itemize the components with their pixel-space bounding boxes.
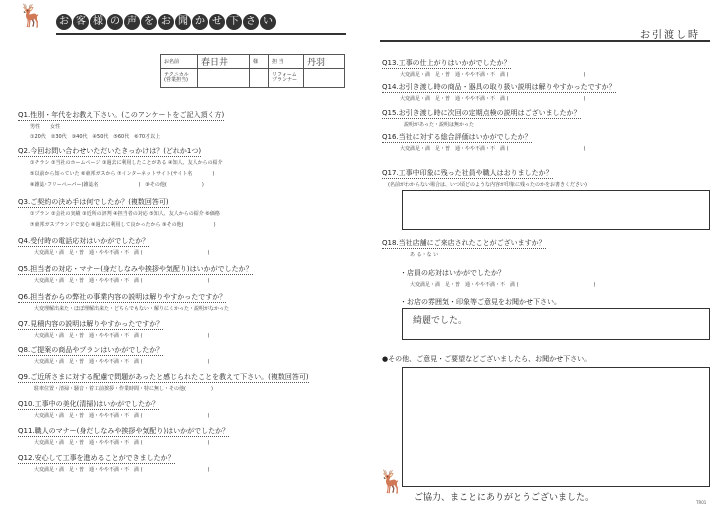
question-options[interactable]: 大変満足・満 足・普 通・やや不満・不 満 ( ) — [34, 359, 210, 365]
question-options[interactable]: ⑦東邦ガスブランドで安心 ⑧過去に利用して良かったから ⑨その他( ) — [30, 222, 216, 228]
info-label: テクニカル (営業担当) — [161, 69, 198, 88]
title-char: 客 — [73, 14, 89, 30]
form-code: TR01 — [696, 500, 707, 505]
q17-answer-box[interactable] — [402, 190, 710, 230]
other-comments-label: ●その他、ご意見・ご要望などございましたら、お聞かせ下さい。 — [382, 355, 592, 363]
question-options[interactable]: あ る・な い — [410, 252, 439, 258]
store-impression-box[interactable] — [402, 308, 710, 340]
other-comments-box[interactable] — [402, 367, 710, 487]
question-options[interactable]: 説明があった・説明は無かった — [404, 122, 474, 128]
info-label: お名前 — [161, 55, 198, 69]
title-underline — [56, 33, 346, 35]
question-options[interactable]: 駐車位置・清掃・騒音・着工前挨拶・作業時間・特に無し・その他( ) — [34, 386, 213, 392]
page-title — [56, 14, 276, 34]
question-note: (名前がわからない場合は、いつ頃どのような内容が印象に残ったのかをお書きください) — [388, 182, 587, 188]
question-options[interactable]: 大変満足・満 足・普 通・やや不満・不 満 ( ) — [34, 333, 210, 339]
staff-name[interactable]: 丹羽 — [304, 55, 345, 69]
info-label: リフォーム プランナー — [269, 69, 304, 88]
title-char: せ — [209, 14, 225, 30]
info-value[interactable] — [304, 69, 345, 88]
question-label: Q12.安心して工事を進めることができましたか？ — [18, 454, 175, 462]
question-label: Q8.ご提案の商品やプランはいかがでしたか？ — [18, 346, 164, 354]
question-options[interactable]: ⑤以前から知っていた ⑥東邦ガスから ⑦インターネットサイト(サイト名 ) — [30, 171, 215, 177]
customer-name[interactable]: 春日井 — [198, 55, 250, 69]
question-options[interactable]: ①チラシ ②当社のホームページ ③過去に利用したことがある ④知人、友人からの紹介 — [30, 160, 223, 166]
question-options[interactable]: 大変満足・満 足・普 通・やや不満・不 満 ( ) — [400, 96, 586, 102]
title-char: 下 — [226, 14, 242, 30]
info-suffix: 様 — [250, 55, 269, 69]
question-options[interactable]: 大変満足・満 足・普 通・やや不満・不 満 ( ) — [410, 282, 596, 288]
title-char: 様 — [90, 14, 106, 30]
question-options[interactable]: 大変満足・満 足・普 通・やや不満・不 満 ( ) — [400, 146, 586, 152]
info-value — [250, 69, 269, 88]
question-options[interactable]: ⑧雑誌･フリーペーパー(雑誌名 ) ⑨その他( ) — [30, 182, 204, 188]
right-page-title: お引渡し時 — [640, 30, 700, 41]
question-options[interactable]: ①20代 ②30代 ③40代 ④50代 ⑤60代 ⑥70才以上 — [30, 134, 161, 140]
info-label: 担 当 — [269, 55, 304, 69]
title-char: 声 — [124, 14, 140, 30]
question-options[interactable]: 大変満足・満 足・普 通・やや不満・不 満 ( ) — [34, 413, 210, 419]
question-label: Q14.お引き渡し時の商品・器具の取り扱い説明は解りやすかったですか？ — [382, 83, 616, 91]
title-char: お — [56, 14, 72, 30]
info-table — [160, 54, 345, 88]
deer-logo-icon: 🦌 — [378, 470, 406, 495]
title-char: さ — [243, 14, 259, 30]
title-char: い — [260, 14, 276, 30]
title-char: か — [192, 14, 208, 30]
info-value[interactable] — [198, 69, 250, 88]
title-char: を — [141, 14, 157, 30]
question-options[interactable]: 大変満足・満 足・普 通・やや不満・不 満 ( ) — [400, 72, 586, 78]
question-label: Q4.受付時の電話応対はいかがでしたか？ — [18, 237, 150, 245]
question-label: Q11.職人のマナー(身だしなみや挨拶や気配り)はいかがでしたか？ — [18, 427, 230, 435]
question-label: Q2.今回お問い合わせいただいたきっかけは？(どれか1つ) — [18, 147, 202, 155]
question-label: Q10.工事中の美化(清掃)はいかがでしたか？ — [18, 400, 160, 408]
question-options[interactable]: 大変満足・満 足・普 通・やや不満・不 満 ( ) — [34, 250, 210, 256]
question-label: Q1.性別・年代をお教え下さい。(このアンケートをご記入頂く方) — [18, 111, 225, 119]
title-char: の — [107, 14, 123, 30]
right-title-underline — [380, 40, 710, 42]
thanks-message: ご協力、まことにありがとうございました。 — [414, 493, 595, 503]
question-options[interactable]: 大変満足・満 足・普 通・やや不満・不 満 ( ) — [34, 467, 210, 473]
sub-question-label: ・店員の応対はいかがでしたか？ — [400, 269, 505, 277]
sub-question-label: ・お店の雰囲気・印象等ご意見をお聞かせ下さい。 — [400, 298, 561, 306]
title-char: お — [158, 14, 174, 30]
question-label: Q18.当社店舗にご来店されたことがございますか？ — [382, 239, 546, 247]
question-label: Q9.ご近所さまに対する配慮で問題があったと感じられたことを教えて下さい。(複数回答可) — [18, 373, 309, 381]
question-label: Q3.ご契約の決め手は何でしたか？(複数回答可) — [18, 198, 169, 206]
question-options[interactable]: 大変満足・満 足・普 通・やや不満・不 満 ( ) — [34, 440, 210, 446]
question-options[interactable]: 大変満足・満 足・普 通・やや不満・不 満 ( ) — [34, 278, 210, 284]
question-label: Q7.見積内容の説明は解りやすかったですか？ — [18, 320, 164, 328]
question-options[interactable]: 大変理解出来た・ほぼ理解出来た・どちらでもない・解りにくかった・説明がなかった — [34, 306, 229, 312]
deer-logo-icon: 🦌 — [18, 4, 46, 29]
question-label: Q17.工事中印象に残った社員や職人はおりましたか？ — [382, 169, 553, 177]
question-options[interactable]: ①プラン ②会社の実績 ③近所の評判 ④担当者の対応 ⑤知人、友人からの紹介 ⑥価格 — [30, 211, 220, 217]
question-label: Q16.当社に対する総合評価はいかがでしたか？ — [382, 133, 532, 141]
question-label: Q5.担当者の対応・マナー(身だしなみや挨拶や気配り)はいかがでしたか？ — [18, 265, 253, 273]
question-label: Q15.お引き渡し時に次回の定期点検の説明はございましたか？ — [382, 109, 581, 117]
title-char: 聞 — [175, 14, 191, 30]
question-options[interactable]: 男性 女性 — [30, 124, 61, 130]
question-label: Q6.担当者からの弊社の事業内容の説明は解りやすかったですか？ — [18, 293, 227, 301]
store-impression-answer: 綺麗でした。 — [413, 316, 468, 326]
question-label: Q13.工事の仕上がりはいかがでしたか？ — [382, 59, 511, 67]
